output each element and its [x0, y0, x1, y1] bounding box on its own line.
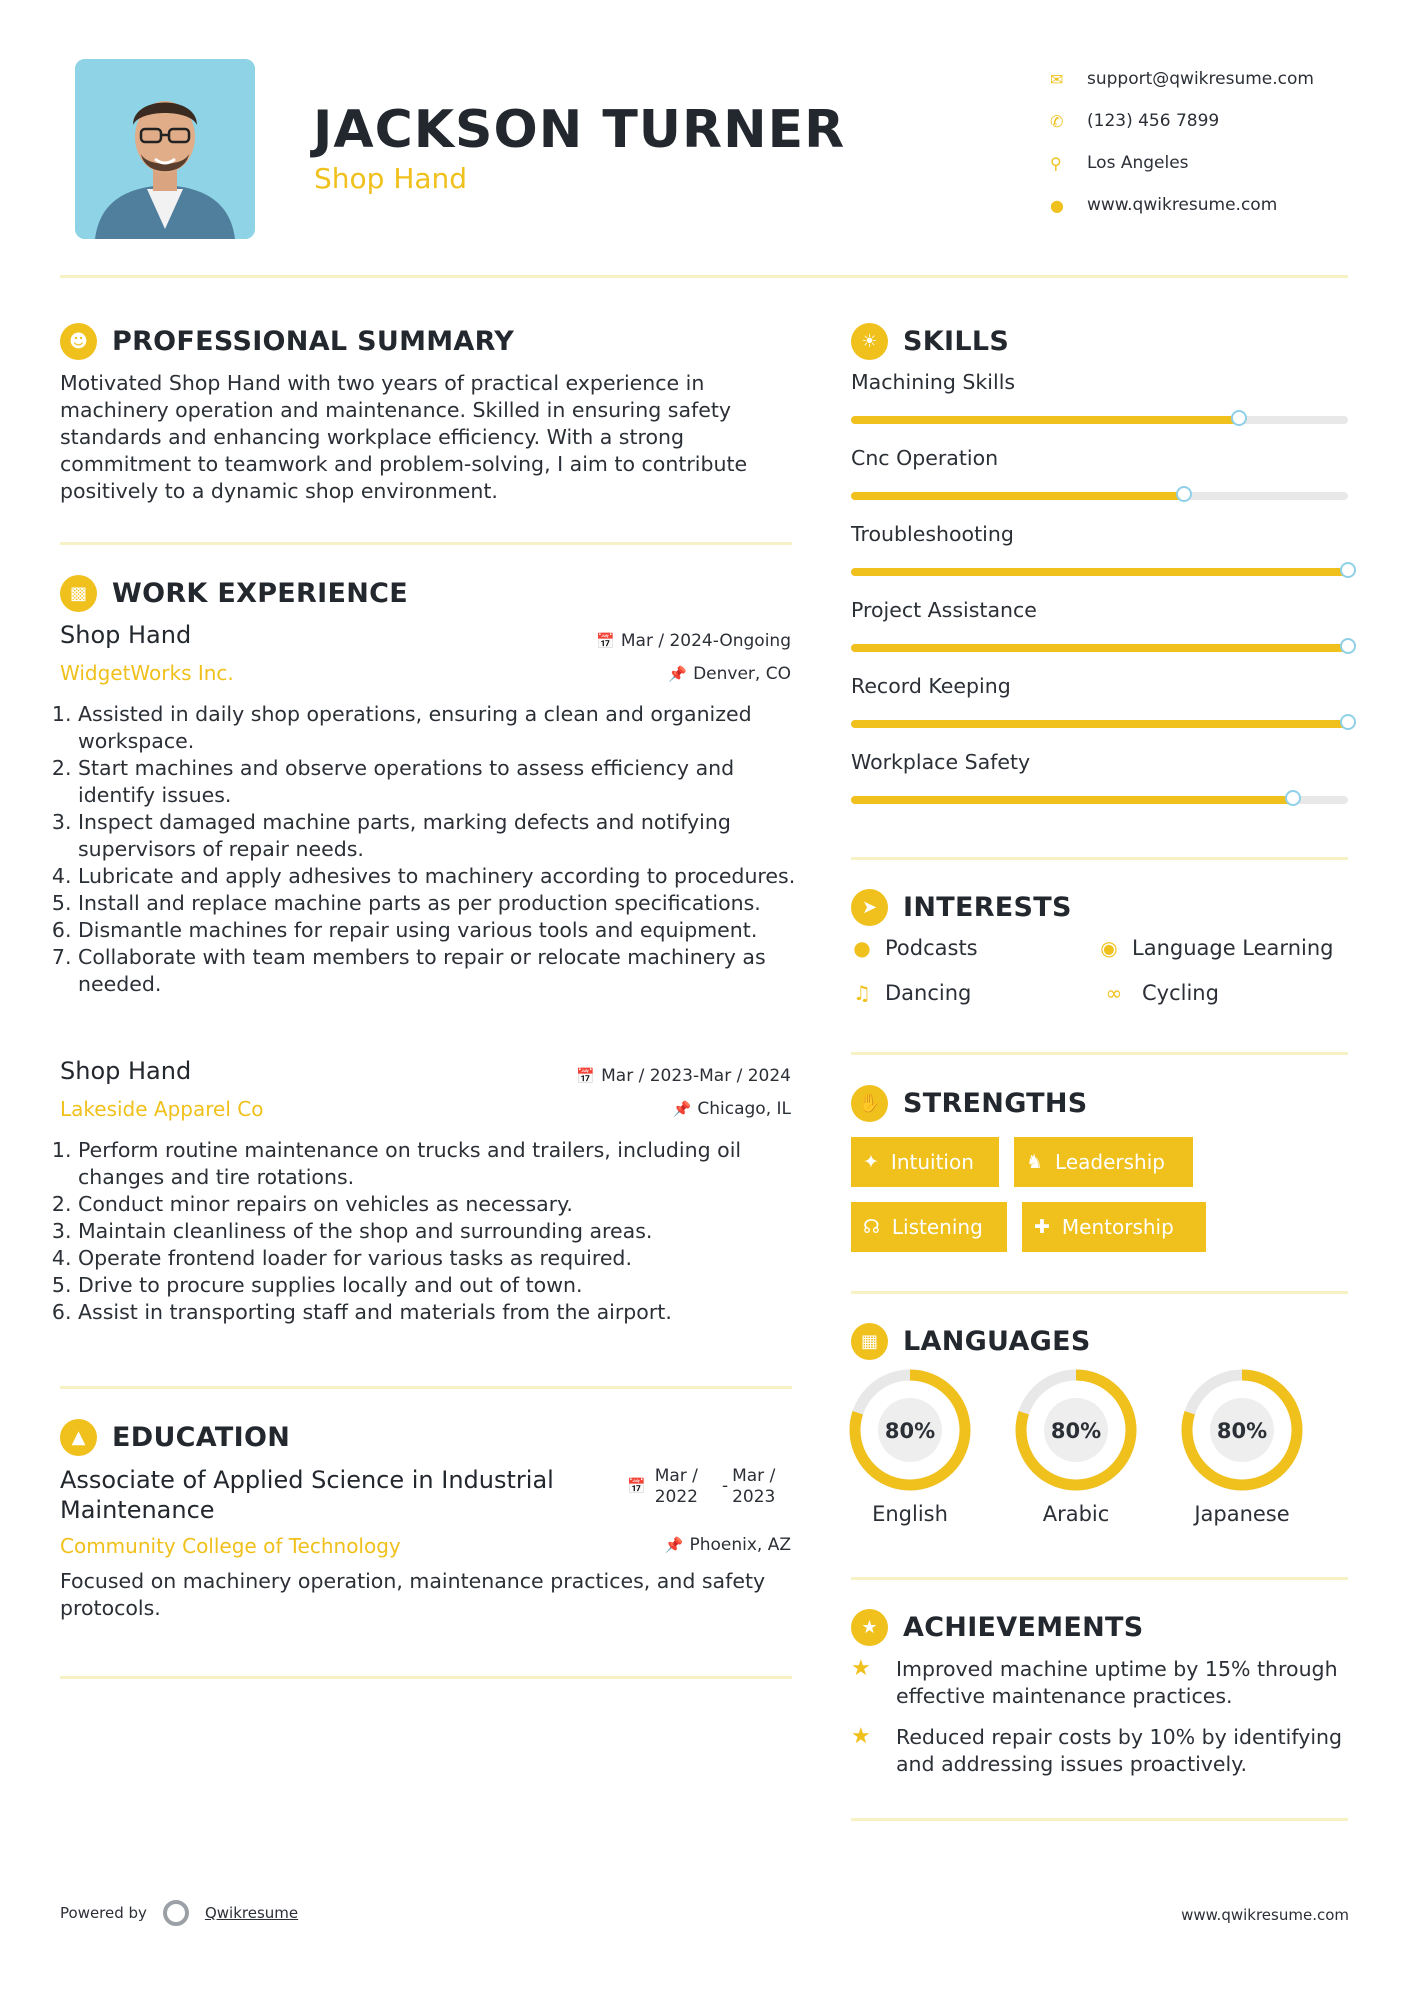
language-label: Arabic	[1042, 1502, 1110, 1526]
interest-label: Dancing	[885, 981, 972, 1005]
interest-language-learning	[1098, 936, 1333, 960]
language-icon: ▦	[851, 1323, 888, 1360]
graduation-cap-icon: ▲	[60, 1419, 97, 1456]
qwikresume-logo-icon	[163, 1900, 189, 1926]
skill-bar-track	[851, 568, 1348, 576]
pin-icon: 📌	[672, 1100, 692, 1118]
skill-bar-knob	[1285, 790, 1301, 806]
contact-list	[1050, 58, 1314, 226]
list-item: 6. Assist in transporting staff and materials from the airport.	[78, 1299, 808, 1326]
star-badge-icon: ★	[851, 1609, 888, 1646]
job-2-dates-text: Mar / 2023-Mar / 2024	[601, 1066, 791, 1086]
strengths-heading	[851, 1085, 1088, 1122]
list-item: 1. Assisted in daily shop operations, ensuring a clean and organized workspace.	[78, 701, 808, 755]
language-ring	[1180, 1368, 1304, 1492]
briefcase-icon: ▩	[60, 575, 97, 612]
envelope-icon: ✉	[1050, 69, 1064, 89]
language-percent: 80%	[884, 1419, 936, 1443]
skill-label: Record Keeping	[851, 674, 1011, 698]
skill-bar-knob	[1176, 486, 1192, 502]
languages-title: LANGUAGES	[903, 1326, 1091, 1357]
skill-bar-knob	[1340, 562, 1356, 578]
achievements-divider	[851, 1818, 1348, 1821]
user-plus-icon: ✚	[1034, 1216, 1050, 1238]
interest-label: Cycling	[1142, 981, 1219, 1005]
skill-bar-fill	[851, 720, 1348, 728]
education-location-text: Phoenix, AZ	[689, 1535, 791, 1555]
language-percent: 80%	[1216, 1419, 1268, 1443]
skill-bar-knob	[1340, 714, 1356, 730]
strength-label: Leadership	[1055, 1150, 1165, 1174]
star-icon: ★	[851, 1656, 871, 1681]
map-pin-icon: ⚲	[1050, 153, 1062, 173]
job-1-dates	[596, 631, 791, 651]
language-ring	[1014, 1368, 1138, 1492]
achievements-title: ACHIEVEMENTS	[903, 1612, 1144, 1643]
interest-cycling	[1098, 981, 1219, 1005]
skill-bar-track	[851, 416, 1348, 424]
education-end-month: Mar /	[732, 1466, 776, 1486]
skill-bar-knob	[1340, 638, 1356, 654]
profile-photo-illustration	[75, 59, 255, 239]
job-1-location	[668, 664, 791, 684]
languages-divider	[851, 1577, 1348, 1580]
education-end-year: 2023	[732, 1487, 776, 1507]
strength-leadership	[1014, 1137, 1193, 1187]
job-2-dates	[576, 1066, 791, 1086]
list-item: 3. Inspect damaged machine parts, marking defects and notifying supervisors of repair needs.	[78, 809, 808, 863]
education-dates	[627, 1466, 775, 1508]
header-divider	[60, 275, 1348, 278]
skill-bar-fill	[851, 492, 1184, 500]
brand-link[interactable]: Qwikresume	[204, 1904, 299, 1922]
education-date-separator: -	[721, 1476, 729, 1496]
list-item: 2. Start machines and observe operations to assess efficiency and identify issues.	[78, 755, 808, 809]
footer-powered-by	[60, 1900, 298, 1926]
headphones-icon: ☊	[863, 1216, 880, 1238]
job-2-title: Shop Hand	[60, 1057, 192, 1085]
calendar-icon: 📅	[576, 1067, 596, 1085]
candidate-name: JACKSON TURNER	[313, 100, 846, 160]
skill-bar-fill	[851, 796, 1293, 804]
education-description: Focused on machinery operation, maintenance practices, and safety protocols.	[60, 1569, 766, 1620]
contact-website-text: www.qwikresume.com	[1087, 195, 1278, 215]
strength-label: Listening	[891, 1215, 983, 1239]
job-1-location-text: Denver, CO	[693, 664, 791, 684]
achievements-heading	[851, 1609, 1144, 1646]
education-start	[655, 1466, 698, 1508]
job-2-company: Lakeside Apparel Co	[60, 1097, 264, 1121]
education-divider	[60, 1676, 792, 1679]
paper-plane-icon: ➤	[851, 889, 888, 926]
education-heading	[60, 1419, 290, 1456]
interests-divider	[851, 1052, 1348, 1055]
job-1-title: Shop Hand	[60, 621, 192, 649]
skill-bar-track	[851, 492, 1348, 500]
star-icon: ★	[851, 1724, 871, 1749]
language-japanese	[1180, 1368, 1304, 1526]
language-percent: 80%	[1050, 1419, 1102, 1443]
achievement-text: Improved machine uptime by 15% through effective maintenance practices.	[896, 1657, 1338, 1708]
contact-email[interactable]	[1050, 58, 1314, 100]
pin-icon: 📌	[664, 1536, 684, 1554]
job-2-duties	[60, 1137, 808, 1326]
education-title: EDUCATION	[112, 1422, 291, 1453]
list-item: 6. Dismantle machines for repair using various tools and equipment.	[78, 917, 808, 944]
skill-bar-fill	[851, 416, 1239, 424]
summary-text: Motivated Shop Hand with two years of practical experience in machinery operation and maintenance. Skilled in ensuring safety standards and enhancing workplace efficiency. With a strong commitment to teamwork and problem-solving, I aim to contribute positively to a dynamic shop environment.	[60, 371, 748, 503]
skill-label: Troubleshooting	[851, 522, 1014, 546]
list-item: 4. Operate frontend loader for various tasks as required.	[78, 1245, 808, 1272]
contact-website[interactable]	[1050, 184, 1314, 226]
strength-intuition	[851, 1137, 999, 1187]
interest-label: Language Learning	[1132, 936, 1334, 960]
fist-icon: ✋	[851, 1085, 888, 1122]
experience-heading	[60, 575, 408, 612]
magic-wand-icon: ✦	[863, 1151, 879, 1173]
skill-bar-fill	[851, 644, 1348, 652]
strength-listening	[851, 1202, 1007, 1252]
contact-email-text: support@qwikresume.com	[1087, 69, 1314, 89]
job-1-dates-text: Mar / 2024-Ongoing	[620, 631, 791, 651]
languages-heading	[851, 1323, 1091, 1360]
list-item: 5. Install and replace machine parts as per production specifications.	[78, 890, 808, 917]
job-2-location	[673, 1099, 791, 1119]
experience-divider	[60, 1386, 792, 1389]
skill-label: Machining Skills	[851, 370, 1016, 394]
skill-bar-track	[851, 720, 1348, 728]
achievement-text: Reduced repair costs by 10% by identifying and addressing issues proactively.	[896, 1725, 1343, 1776]
list-item: 1. Perform routine maintenance on trucks and trailers, including oil changes and tire rotations.	[78, 1137, 808, 1191]
contact-phone-text: (123) 456 7899	[1087, 111, 1220, 131]
skill-bar-track	[851, 796, 1348, 804]
skill-bar-track	[851, 644, 1348, 652]
candidate-role: Shop Hand	[314, 162, 468, 195]
skill-bar-knob	[1231, 410, 1247, 426]
lightbulb-icon: ☀	[851, 323, 888, 360]
skill-label: Cnc Operation	[851, 446, 999, 470]
skills-title: SKILLS	[903, 326, 1010, 357]
skill-bar-fill	[851, 568, 1348, 576]
contact-location-text: Los Angeles	[1087, 153, 1189, 173]
powered-by-text: Powered by	[60, 1904, 147, 1922]
language-arabic	[1014, 1368, 1138, 1526]
education-end	[732, 1466, 775, 1508]
phone-icon: ✆	[1050, 111, 1064, 131]
strengths-divider	[851, 1291, 1348, 1294]
interests-heading	[851, 889, 1072, 926]
experience-title: WORK EXPERIENCE	[112, 578, 408, 609]
skill-label: Project Assistance	[851, 598, 1037, 622]
job-1-company: WidgetWorks Inc.	[60, 661, 234, 685]
education-degree: Associate of Applied Science in Industrial Maintenance	[60, 1466, 554, 1524]
skill-label: Workplace Safety	[851, 750, 1031, 774]
strengths-title: STRENGTHS	[903, 1088, 1088, 1119]
list-item: 5. Drive to procure supplies locally and out of town.	[78, 1272, 808, 1299]
calendar-icon: 📅	[596, 632, 615, 650]
summary-divider	[60, 542, 792, 545]
skills-heading	[851, 323, 1009, 360]
education-start-year: 2022	[654, 1487, 698, 1507]
calendar-icon: 📅	[627, 1477, 646, 1495]
language-english	[848, 1368, 972, 1526]
user-icon: ☻	[60, 323, 97, 360]
achievement-item	[851, 1724, 1351, 1778]
language-ring	[848, 1368, 972, 1492]
language-label: Japanese	[1194, 1502, 1290, 1526]
bicycle-icon: ∞	[1105, 981, 1123, 1005]
contact-phone[interactable]	[1050, 100, 1314, 142]
language-label: English	[872, 1502, 948, 1526]
globe-icon: ◉	[1100, 936, 1118, 960]
interest-dancing	[851, 981, 971, 1005]
job-1-duties	[60, 701, 808, 998]
list-item: 2. Conduct minor repairs on vehicles as necessary.	[78, 1191, 808, 1218]
strength-label: Intuition	[890, 1150, 974, 1174]
interest-label: Podcasts	[885, 936, 978, 960]
microphone-icon: ●	[853, 936, 871, 960]
job-2-location-text: Chicago, IL	[697, 1099, 791, 1119]
education-school: Community College of Technology	[60, 1534, 401, 1558]
interest-podcasts	[851, 936, 978, 960]
profile-photo	[75, 59, 255, 239]
interests-title: INTERESTS	[903, 892, 1072, 923]
music-note-icon: ♫	[853, 981, 871, 1005]
footer-site-link[interactable]: www.qwikresume.com	[1181, 1906, 1349, 1924]
users-icon: ♞	[1026, 1151, 1044, 1173]
education-location	[665, 1535, 791, 1555]
globe-icon: ●	[1050, 195, 1064, 215]
skills-divider	[851, 857, 1348, 860]
strength-mentorship	[1022, 1202, 1206, 1252]
pin-icon: 📌	[668, 665, 688, 683]
achievement-item	[851, 1656, 1351, 1710]
summary-heading	[60, 323, 514, 360]
strength-label: Mentorship	[1061, 1215, 1174, 1239]
summary-title: PROFESSIONAL SUMMARY	[112, 326, 515, 357]
list-item: 4. Lubricate and apply adhesives to machinery according to procedures.	[78, 863, 808, 890]
list-item: 3. Maintain cleanliness of the shop and surrounding areas.	[78, 1218, 808, 1245]
education-start-month: Mar /	[654, 1466, 698, 1486]
list-item: 7. Collaborate with team members to repair or relocate machinery as needed.	[78, 944, 808, 998]
contact-location	[1050, 142, 1314, 184]
